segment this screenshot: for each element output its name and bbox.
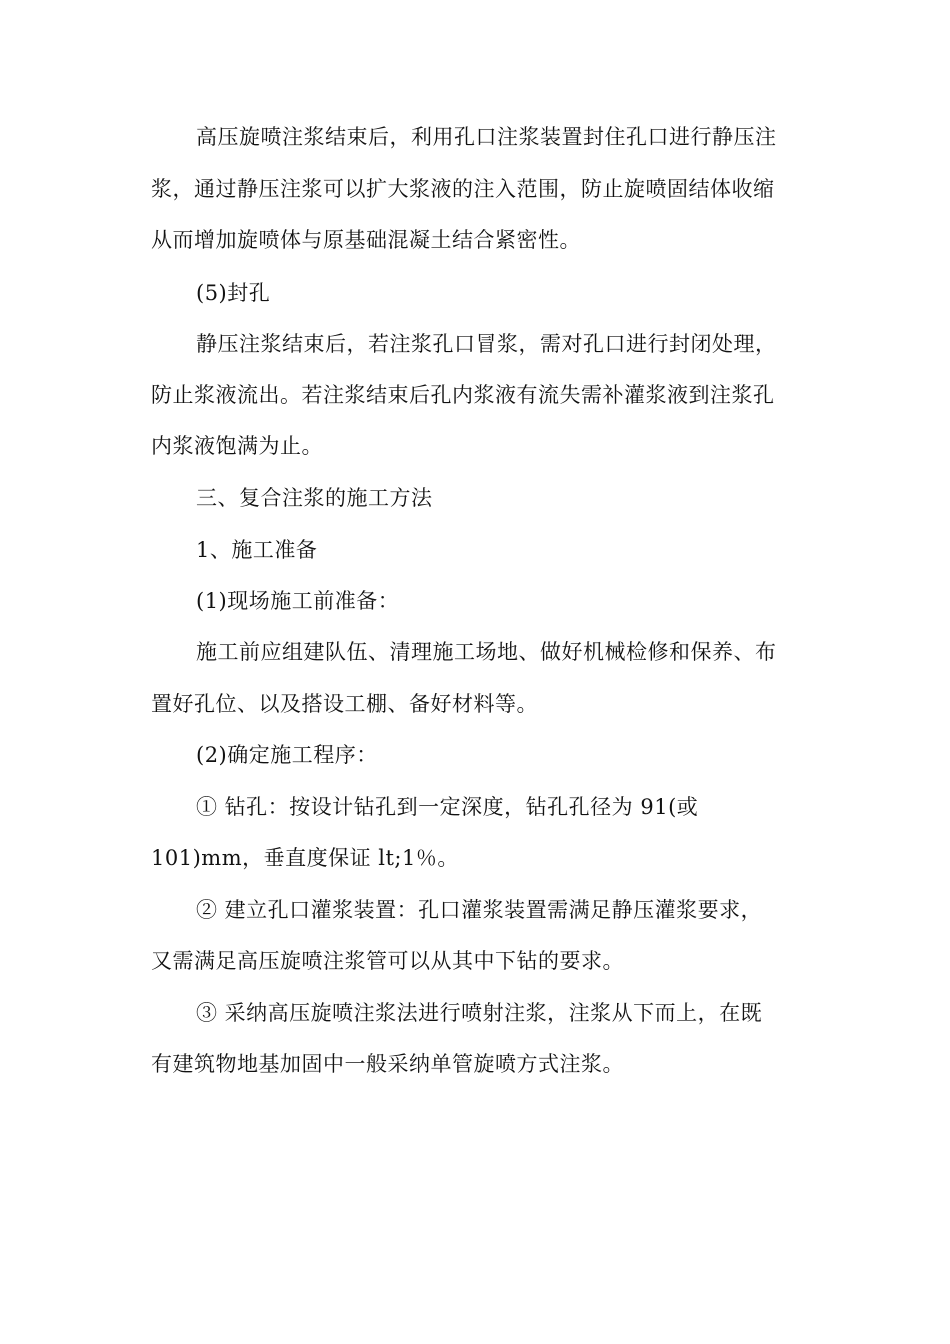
paragraph-line: ③ 采纳高压旋喷注浆法进行喷射注浆，注浆从下而上，在既 <box>196 1001 763 1025</box>
paragraph-line: 浆，通过静压注浆可以扩大浆液的注入范围，防止旋喷固结体收缩 <box>151 177 775 201</box>
section-heading: 1、施工准备 <box>196 538 318 562</box>
paragraph-line: 内浆液饱满为止。 <box>151 434 323 458</box>
section-heading: (5)封孔 <box>196 281 271 305</box>
paragraph-line: ② 建立孔口灌浆装置：孔口灌浆装置需满足静压灌浆要求， <box>196 898 763 922</box>
paragraph-line: 又需满足高压旋喷注浆管可以从其中下钻的要求。 <box>151 949 624 973</box>
paragraph-line: ① 钻孔：按设计钻孔到一定深度，钻孔孔径为 91(或 <box>196 795 699 819</box>
paragraph-line: 防止浆液流出。若注浆结束后孔内浆液有流失需补灌浆液到注浆孔 <box>151 383 775 407</box>
section-heading: 三、复合注浆的施工方法 <box>196 486 433 510</box>
section-heading: (1)现场施工前准备： <box>196 589 400 613</box>
paragraph-line: 101)mm，垂直度保证 lt;1％。 <box>151 846 459 870</box>
paragraph-line: 置好孔位、以及搭设工棚、备好材料等。 <box>151 692 538 716</box>
paragraph-line: 高压旋喷注浆结束后，利用孔口注浆装置封住孔口进行静压注 <box>196 125 777 149</box>
paragraph-line: 静压注浆结束后，若注浆孔口冒浆，需对孔口进行封闭处理， <box>196 332 777 356</box>
paragraph-line: 有建筑物地基加固中一般采纳单管旋喷方式注浆。 <box>151 1052 624 1076</box>
section-heading: (2)确定施工程序： <box>196 743 378 767</box>
paragraph-line: 从而增加旋喷体与原基础混凝土结合紧密性。 <box>151 228 581 252</box>
paragraph-line: 施工前应组建队伍、清理施工场地、做好机械检修和保养、布 <box>196 640 777 664</box>
